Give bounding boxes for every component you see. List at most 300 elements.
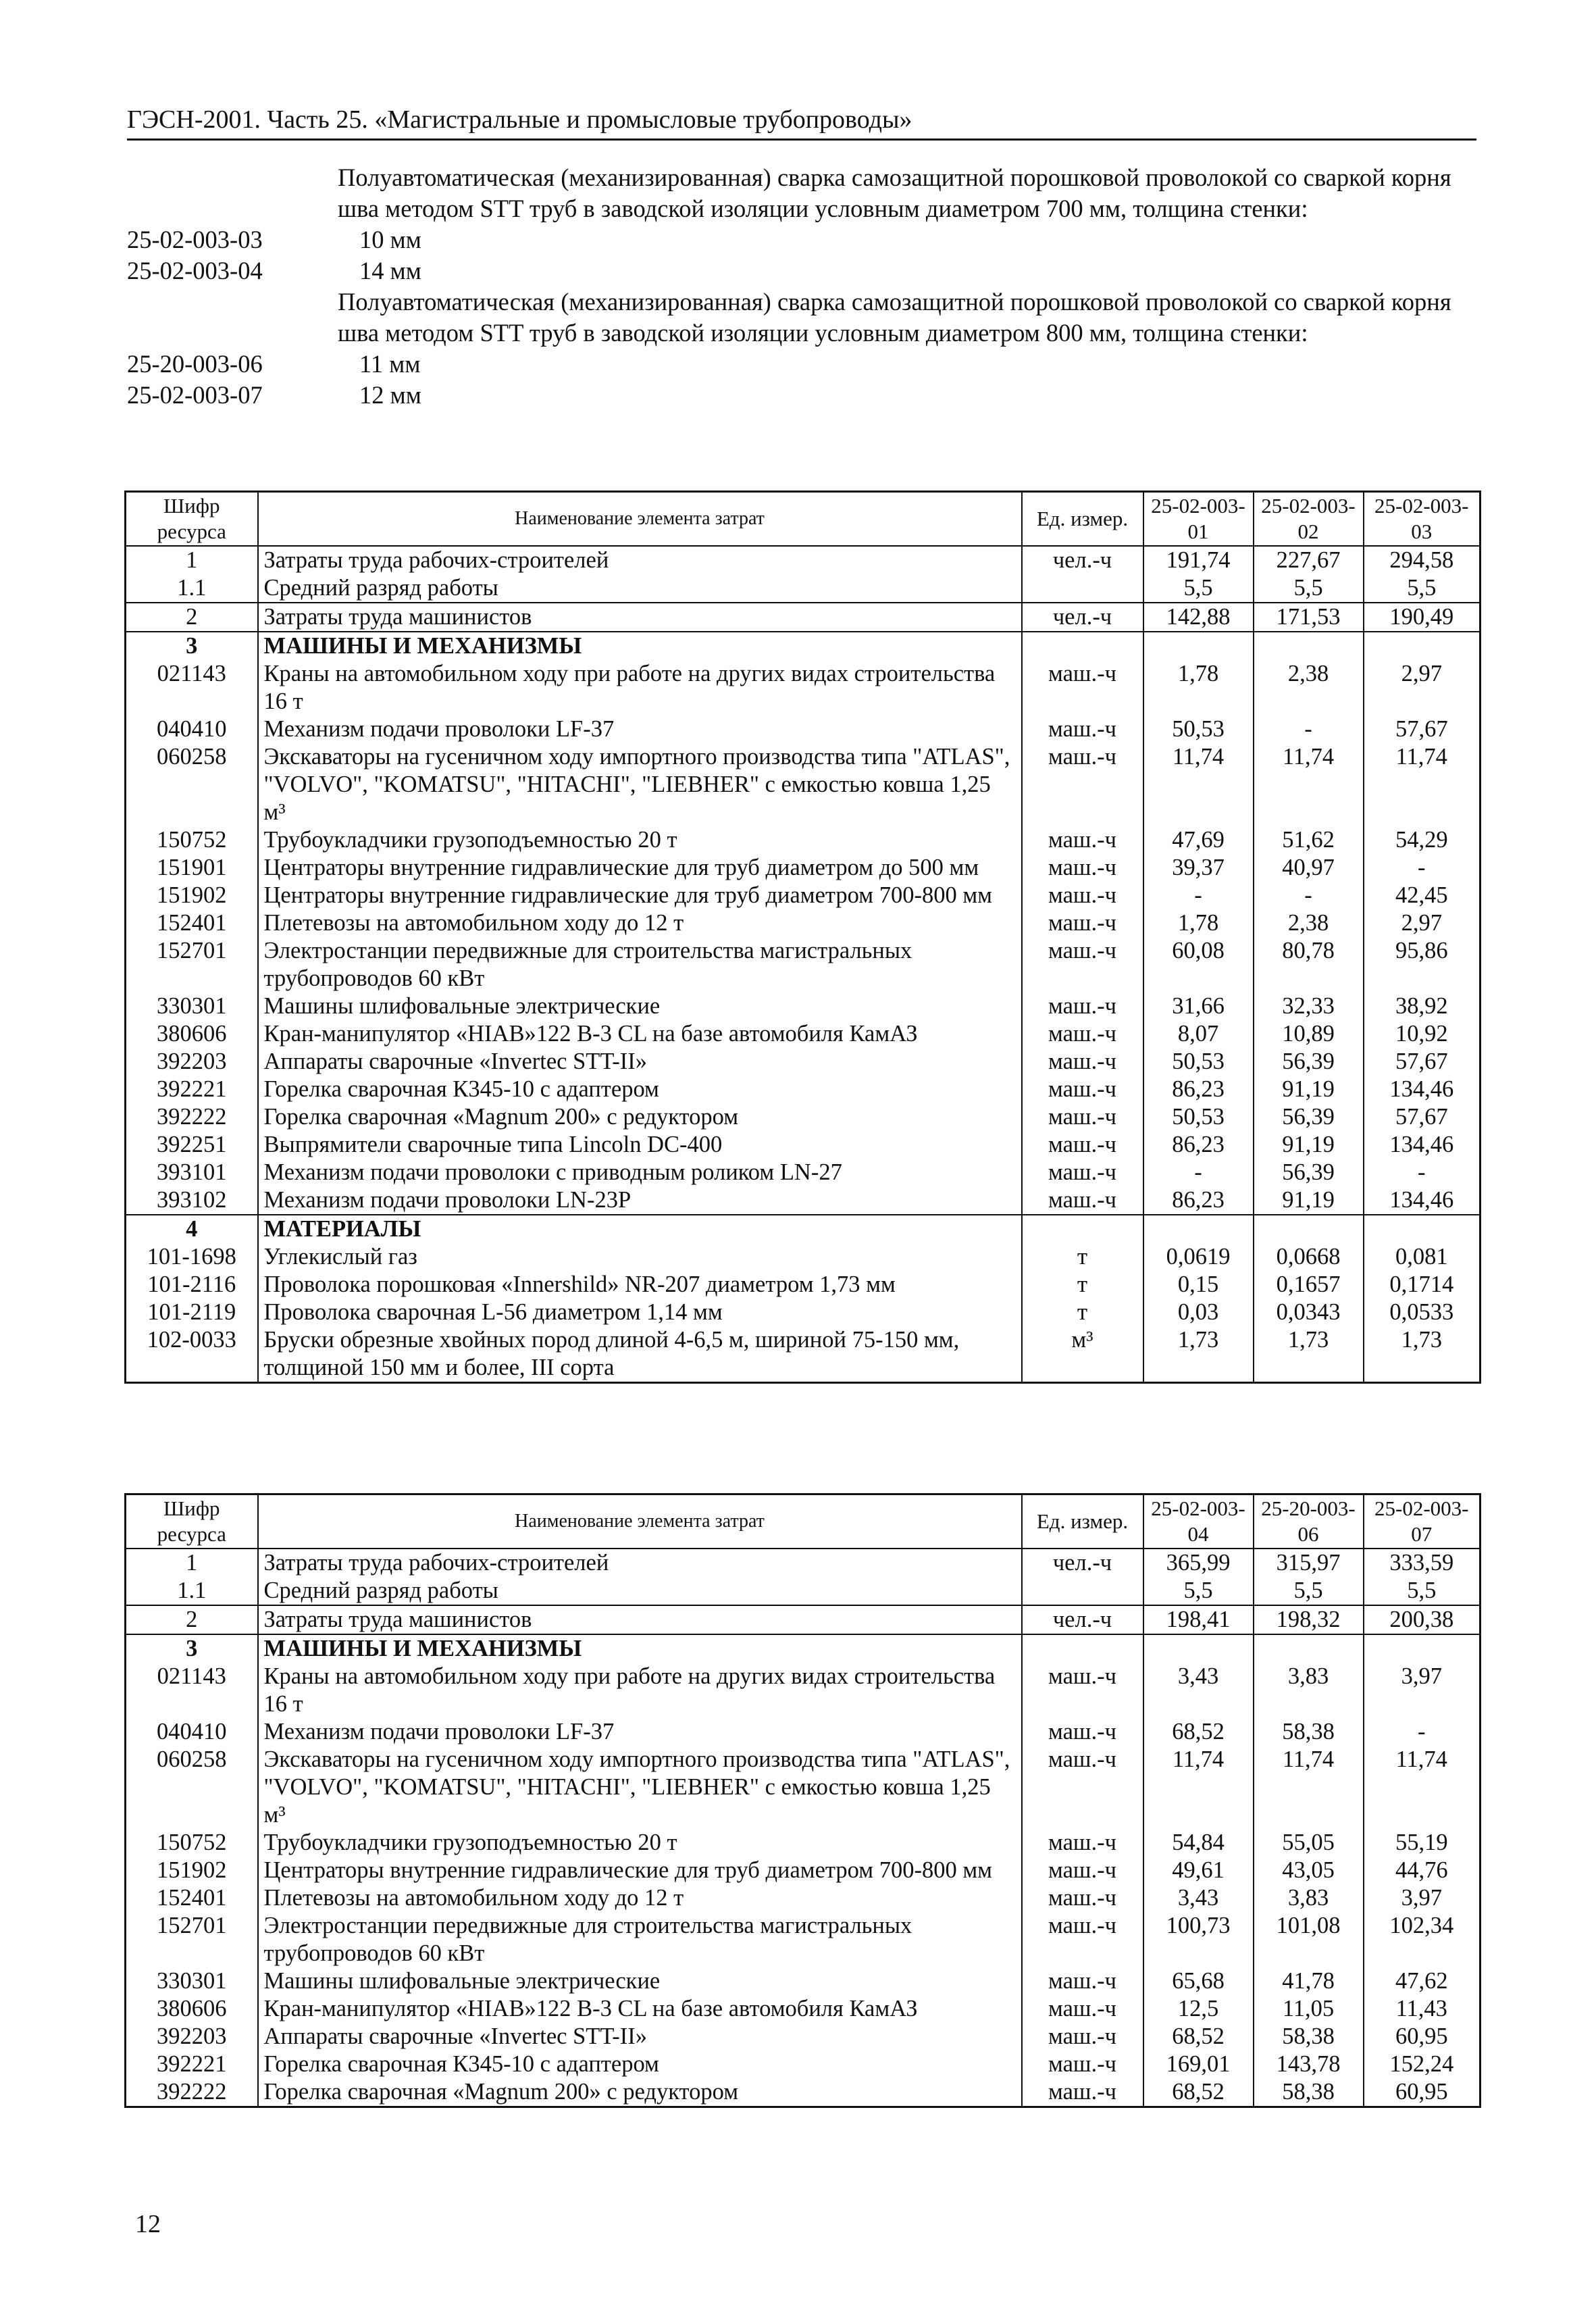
row-code: 2 [126,603,258,632]
row-value-3: 11,74 [1364,743,1481,826]
header-unit: Ед. измер. [1022,1494,1143,1549]
row-code: 060258 [126,1746,258,1829]
row-unit: чел.-ч [1022,1605,1143,1634]
header-col-3: 25-02-003-03 [1364,492,1481,546]
row-name: Проволока порошковая «Innershild» NR-207 диаметром 1,73 мм [258,1271,1022,1299]
row-unit: маш.-ч [1022,1967,1143,1995]
row-code: 392203 [126,1048,258,1076]
row-value-1 [1143,1634,1254,1663]
row-value-2: 315,97 [1254,1549,1364,1577]
row-value-3: 42,45 [1364,882,1481,909]
table-row [126,1746,1481,1829]
row-value-1: 365,99 [1143,1549,1254,1577]
row-value-2 [1254,632,1364,660]
row-value-3 [1364,632,1481,660]
table-row [126,660,1481,715]
row-value-2: 10,89 [1254,1020,1364,1048]
row-name: Механизм подачи проволоки с приводным роликом LN-27 [258,1159,1022,1186]
row-value-2: 1,73 [1254,1326,1364,1383]
intro-item-code: 25-02-003-07 [127,381,263,409]
row-name: Трубоукладчики грузоподъемностью 20 т [258,1829,1022,1857]
row-value-1: 86,23 [1143,1131,1254,1159]
row-value-3: 95,86 [1364,937,1481,992]
table-row [126,546,1481,574]
table-row [126,1634,1481,1663]
row-value-2: 56,39 [1254,1103,1364,1131]
row-code: 151901 [126,854,258,882]
row-value-1: 54,84 [1143,1829,1254,1857]
row-code: 392221 [126,2051,258,2078]
row-value-3: 54,29 [1364,826,1481,854]
row-value-1: 3,43 [1143,1884,1254,1912]
row-name: Машины шлифовальные электрические [258,992,1022,1020]
row-code: 392203 [126,2023,258,2051]
row-value-3: 57,67 [1364,1103,1481,1131]
row-value-3: 57,67 [1364,715,1481,743]
row-value-1: 142,88 [1143,603,1254,632]
row-unit: маш.-ч [1022,715,1143,743]
header-code: Шифр ресурса [126,1494,258,1549]
row-value-3: - [1364,854,1481,882]
row-name: Средний разряд работы [258,574,1022,603]
row-value-1: 31,66 [1143,992,1254,1020]
table-row [126,1048,1481,1076]
table-row [126,1186,1481,1215]
page-number: 12 [135,2210,161,2238]
row-value-3: 47,62 [1364,1967,1481,1995]
row-value-3: 60,95 [1364,2023,1481,2051]
header-name: Наименование элемента затрат [258,1494,1022,1549]
row-value-3: - [1364,1718,1481,1746]
row-value-1: 86,23 [1143,1186,1254,1215]
row-value-2 [1254,1215,1364,1243]
row-code: 021143 [126,660,258,715]
row-code: 150752 [126,1829,258,1857]
row-name: Кран-манипулятор «HIAB»122 B-3 CL на базе автомобиля КамАЗ [258,1995,1022,2023]
header-code: Шифр ресурса [126,492,258,546]
row-value-2 [1254,1634,1364,1663]
row-name: Машины шлифовальные электрические [258,1967,1022,1995]
header-col-1: 25-02-003-04 [1143,1494,1254,1549]
row-value-1: 1,73 [1143,1326,1254,1383]
row-value-2: 51,62 [1254,826,1364,854]
row-unit: маш.-ч [1022,1718,1143,1746]
header-name: Наименование элемента затрат [258,492,1022,546]
row-name: Аппараты сварочные «Invertec STT-II» [258,2023,1022,2051]
row-unit: маш.-ч [1022,1103,1143,1131]
row-unit: маш.-ч [1022,1829,1143,1857]
row-unit: маш.-ч [1022,1995,1143,2023]
row-value-1: 198,41 [1143,1605,1254,1634]
table-row [126,1549,1481,1577]
row-code: 1.1 [126,1577,258,1605]
row-value-2: - [1254,715,1364,743]
table-body [126,546,1481,1383]
row-name: Проволока сварочная L-56 диаметром 1,14 мм [258,1299,1022,1326]
row-unit: м³ [1022,1326,1143,1383]
row-code: 021143 [126,1663,258,1718]
table-row [126,1995,1481,2023]
intro-item-label: 14 мм [359,257,421,284]
row-name: Бруски обрезные хвойных пород длиной 4-6,5 м, шириной 75-150 мм, толщиной 150 мм и более, III сорта [258,1326,1022,1383]
row-name: Механизм подачи проволоки LF-37 [258,715,1022,743]
row-value-2: 58,38 [1254,2023,1364,2051]
row-value-2: 80,78 [1254,937,1364,992]
row-unit [1022,574,1143,603]
row-value-3: 0,081 [1364,1243,1481,1271]
table-row [126,882,1481,909]
row-value-1: 3,43 [1143,1663,1254,1718]
row-unit: маш.-ч [1022,854,1143,882]
row-value-2: 56,39 [1254,1048,1364,1076]
intro-item-label: 10 мм [359,226,421,253]
row-value-1: 49,61 [1143,1857,1254,1884]
row-unit [1022,1215,1143,1243]
row-name: Аппараты сварочные «Invertec STT-II» [258,1048,1022,1076]
table-row [126,1131,1481,1159]
row-value-2: 198,32 [1254,1605,1364,1634]
row-value-1: 0,0619 [1143,1243,1254,1271]
row-name: Выпрямители сварочные типа Lincoln DC-400 [258,1131,1022,1159]
row-unit: т [1022,1299,1143,1326]
row-value-1: - [1143,882,1254,909]
row-name: Экскаваторы на гусеничном ходу импортного производства типа "ATLAS", "VOLVO", "KOMATSU", "HITACHI", "LIEBHER" с емкостью ковша 1,25 м³ [258,1746,1022,1829]
row-value-3: 134,46 [1364,1186,1481,1215]
table-row [126,1299,1481,1326]
row-value-3: 294,58 [1364,546,1481,574]
row-value-1: 100,73 [1143,1912,1254,1967]
intro-item-label: 11 мм [359,350,421,378]
row-value-3: 3,97 [1364,1884,1481,1912]
row-name: МАШИНЫ И МЕХАНИЗМЫ [258,1634,1022,1663]
row-value-2: 43,05 [1254,1857,1364,1884]
row-name: Центраторы внутренние гидравлические для труб диаметром 700-800 мм [258,1857,1022,1884]
intro-item-code: 25-02-003-03 [127,226,263,253]
row-value-3: 11,74 [1364,1746,1481,1829]
row-code: 152401 [126,909,258,937]
row-value-1: 1,78 [1143,909,1254,937]
row-unit [1022,632,1143,660]
row-value-2: 40,97 [1254,854,1364,882]
row-value-1: 68,52 [1143,2078,1254,2107]
row-value-3: 333,59 [1364,1549,1481,1577]
row-code: 392222 [126,2078,258,2107]
row-code: 393102 [126,1186,258,1215]
row-unit: маш.-ч [1022,1048,1143,1076]
row-code: 330301 [126,992,258,1020]
row-code: 1.1 [126,574,258,603]
row-name: Горелка сварочная К345-10 с адаптером [258,2051,1022,2078]
row-value-1: 11,74 [1143,1746,1254,1829]
row-value-1: 68,52 [1143,2023,1254,2051]
row-value-2: 3,83 [1254,1663,1364,1718]
row-name: Кран-манипулятор «HIAB»122 B-3 CL на базе автомобиля КамАЗ [258,1020,1022,1048]
table-row [126,2023,1481,2051]
row-value-1 [1143,1215,1254,1243]
intro-item-code: 25-20-003-06 [127,350,263,378]
row-value-2: 32,33 [1254,992,1364,1020]
row-name: Углекислый газ [258,1243,1022,1271]
row-code: 101-1698 [126,1243,258,1271]
row-code: 151902 [126,1857,258,1884]
row-value-2: 91,19 [1254,1076,1364,1103]
row-code: 380606 [126,1995,258,2023]
intro-item-code: 25-02-003-04 [127,257,263,284]
row-name: Электростанции передвижные для строительства магистральных трубопроводов 60 кВт [258,1912,1022,1967]
row-value-2: - [1254,882,1364,909]
row-unit: чел.-ч [1022,1549,1143,1577]
table-row [126,992,1481,1020]
table-row [126,2078,1481,2107]
row-name: Краны на автомобильном ходу при работе на других видах строительства 16 т [258,1663,1022,1718]
table-row [126,1577,1481,1605]
table-row [126,1967,1481,1995]
row-value-2: 0,1657 [1254,1271,1364,1299]
row-code: 3 [126,1634,258,1663]
row-unit: маш.-ч [1022,2051,1143,2078]
row-value-1: 60,08 [1143,937,1254,992]
row-code: 152701 [126,937,258,992]
row-name: Экскаваторы на гусеничном ходу импортного производства типа "ATLAS", "VOLVO", "KOMATSU", "HITACHI", "LIEBHER" с емкостью ковша 1,25 м³ [258,743,1022,826]
page-header: ГЭСН-2001. Часть 25. «Магистральные и промысловые трубопроводы» [127,105,1476,141]
row-value-3 [1364,1634,1481,1663]
row-code: 101-2119 [126,1299,258,1326]
row-name: Механизм подачи проволоки LN-23P [258,1186,1022,1215]
intro-description-800: Полуавтоматическая (механизированная) сварка самозащитной порошковой проволокой со сваркой корня шва методом STT труб в заводской изоляции условным диаметром 800 мм, толщина стенки: [338,288,1451,347]
row-value-2: 171,53 [1254,603,1364,632]
row-value-1: 5,5 [1143,1577,1254,1605]
header-col-2: 25-20-003-06 [1254,1494,1364,1549]
row-unit: маш.-ч [1022,882,1143,909]
table-row [126,1076,1481,1103]
row-value-2: 41,78 [1254,1967,1364,1995]
row-name: Средний разряд работы [258,1577,1022,1605]
intro-item [127,380,1476,411]
intro-item [127,349,1476,380]
row-code: 101-2116 [126,1271,258,1299]
row-value-2: 11,05 [1254,1995,1364,2023]
row-unit [1022,1634,1143,1663]
table-row [126,1829,1481,1857]
row-unit: чел.-ч [1022,603,1143,632]
row-value-2: 11,74 [1254,743,1364,826]
row-unit: маш.-ч [1022,937,1143,992]
row-unit: маш.-ч [1022,909,1143,937]
row-value-3: 152,24 [1364,2051,1481,2078]
table-row [126,1243,1481,1271]
table-row [126,1718,1481,1746]
row-value-2: 2,38 [1254,909,1364,937]
table-row [126,574,1481,603]
table-row [126,1103,1481,1131]
row-value-1: 86,23 [1143,1076,1254,1103]
row-value-2: 56,39 [1254,1159,1364,1186]
row-name: Механизм подачи проволоки LF-37 [258,1718,1022,1746]
row-value-3: 2,97 [1364,909,1481,937]
row-value-3: 190,49 [1364,603,1481,632]
row-value-3: 1,73 [1364,1326,1481,1383]
row-unit: маш.-ч [1022,1020,1143,1048]
row-value-1: 50,53 [1143,715,1254,743]
row-value-1: 50,53 [1143,1103,1254,1131]
row-code: 150752 [126,826,258,854]
table-row [126,909,1481,937]
row-value-2: 143,78 [1254,2051,1364,2078]
table-row [126,1884,1481,1912]
row-value-3: 200,38 [1364,1605,1481,1634]
row-value-3: 38,92 [1364,992,1481,1020]
row-code: 393101 [126,1159,258,1186]
row-unit: маш.-ч [1022,1131,1143,1159]
row-value-1: 65,68 [1143,1967,1254,1995]
table-row [126,854,1481,882]
row-value-1: 0,03 [1143,1299,1254,1326]
row-value-3 [1364,1215,1481,1243]
row-name: Затраты труда машинистов [258,1605,1022,1634]
resource-table-1 [124,491,1481,1384]
table-row [126,1605,1481,1634]
table-row [126,632,1481,660]
row-value-3: 2,97 [1364,660,1481,715]
row-code: 4 [126,1215,258,1243]
row-name: МАШИНЫ И МЕХАНИЗМЫ [258,632,1022,660]
row-code: 1 [126,1549,258,1577]
row-unit: маш.-ч [1022,992,1143,1020]
table-body [126,1549,1481,2107]
row-value-1: 169,01 [1143,2051,1254,2078]
row-name: Электростанции передвижные для строительства магистральных трубопроводов 60 кВт [258,937,1022,992]
row-name: Горелка сварочная К345-10 с адаптером [258,1076,1022,1103]
row-value-1: 8,07 [1143,1020,1254,1048]
row-name: Затраты труда рабочих-строителей [258,546,1022,574]
row-code: 2 [126,1605,258,1634]
row-unit: т [1022,1243,1143,1271]
row-code: 040410 [126,715,258,743]
row-unit: маш.-ч [1022,2078,1143,2107]
intro-item-label: 12 мм [359,381,421,409]
table-row [126,1020,1481,1048]
row-name: Горелка сварочная «Magnum 200» с редуктором [258,1103,1022,1131]
header-col-1: 25-02-003-01 [1143,492,1254,546]
row-value-2: 5,5 [1254,574,1364,603]
row-name: Центраторы внутренние гидравлические для труб диаметром 700-800 мм [258,882,1022,909]
row-value-1: - [1143,1159,1254,1186]
row-value-1: 47,69 [1143,826,1254,854]
row-code: 040410 [126,1718,258,1746]
row-name: Краны на автомобильном ходу при работе на других видах строительства 16 т [258,660,1022,715]
table-row [126,603,1481,632]
row-value-1: 12,5 [1143,1995,1254,2023]
row-value-2: 3,83 [1254,1884,1364,1912]
header-col-3: 25-02-003-07 [1364,1494,1481,1549]
row-value-2: 101,08 [1254,1912,1364,1967]
row-unit: маш.-ч [1022,1076,1143,1103]
row-name: Центраторы внутренние гидравлические для труб диаметром до 500 мм [258,854,1022,882]
row-name: МАТЕРИАЛЫ [258,1215,1022,1243]
row-code: 392222 [126,1103,258,1131]
row-value-3: 3,97 [1364,1663,1481,1718]
table-row [126,715,1481,743]
table-row [126,1215,1481,1243]
row-code: 330301 [126,1967,258,1995]
row-name: Плетевозы на автомобильном ходу до 12 т [258,909,1022,937]
row-unit [1022,1577,1143,1605]
table-row [126,1912,1481,1967]
row-unit: маш.-ч [1022,826,1143,854]
row-unit: маш.-ч [1022,1663,1143,1718]
row-value-3: 60,95 [1364,2078,1481,2107]
row-value-3: 5,5 [1364,574,1481,603]
header-col-2: 25-02-003-02 [1254,492,1364,546]
row-value-3: 44,76 [1364,1857,1481,1884]
table-row [126,1857,1481,1884]
row-value-1: 1,78 [1143,660,1254,715]
row-value-1: 68,52 [1143,1718,1254,1746]
table-row [126,1326,1481,1383]
row-value-2: 5,5 [1254,1577,1364,1605]
row-value-3: 55,19 [1364,1829,1481,1857]
row-code: 380606 [126,1020,258,1048]
row-value-1: 50,53 [1143,1048,1254,1076]
row-code: 392251 [126,1131,258,1159]
row-code: 102-0033 [126,1326,258,1383]
table-row [126,2051,1481,2078]
row-value-2: 11,74 [1254,1746,1364,1829]
table-row [126,743,1481,826]
row-value-2: 55,05 [1254,1829,1364,1857]
row-value-1: 5,5 [1143,574,1254,603]
table-row [126,1271,1481,1299]
row-unit: маш.-ч [1022,1884,1143,1912]
row-name: Затраты труда рабочих-строителей [258,1549,1022,1577]
row-code: 3 [126,632,258,660]
row-unit: т [1022,1271,1143,1299]
row-value-2: 227,67 [1254,546,1364,574]
row-unit: маш.-ч [1022,660,1143,715]
row-unit: маш.-ч [1022,2023,1143,2051]
row-code: 152701 [126,1912,258,1967]
row-unit: маш.-ч [1022,1857,1143,1884]
intro-item [127,255,1476,286]
row-value-1: 39,37 [1143,854,1254,882]
row-code: 060258 [126,743,258,826]
row-value-2: 58,38 [1254,2078,1364,2107]
row-unit: маш.-ч [1022,1746,1143,1829]
table-row [126,1663,1481,1718]
row-code: 1 [126,546,258,574]
row-name: Затраты труда машинистов [258,603,1022,632]
row-value-2: 91,19 [1254,1131,1364,1159]
row-value-2: 0,0668 [1254,1243,1364,1271]
row-name: Трубоукладчики грузоподъемностью 20 т [258,826,1022,854]
row-name: Плетевозы на автомобильном ходу до 12 т [258,1884,1022,1912]
row-value-3: 5,5 [1364,1577,1481,1605]
row-value-2: 58,38 [1254,1718,1364,1746]
row-unit: маш.-ч [1022,743,1143,826]
row-value-3: - [1364,1159,1481,1186]
row-value-2: 91,19 [1254,1186,1364,1215]
row-code: 151902 [126,882,258,909]
row-value-3: 0,0533 [1364,1299,1481,1326]
row-value-1 [1143,632,1254,660]
row-code: 392221 [126,1076,258,1103]
row-value-1: 0,15 [1143,1271,1254,1299]
row-value-1: 11,74 [1143,743,1254,826]
intro-item [127,224,1476,255]
row-unit: маш.-ч [1022,1912,1143,1967]
intro-section [127,162,1476,411]
row-value-2: 0,0343 [1254,1299,1364,1326]
